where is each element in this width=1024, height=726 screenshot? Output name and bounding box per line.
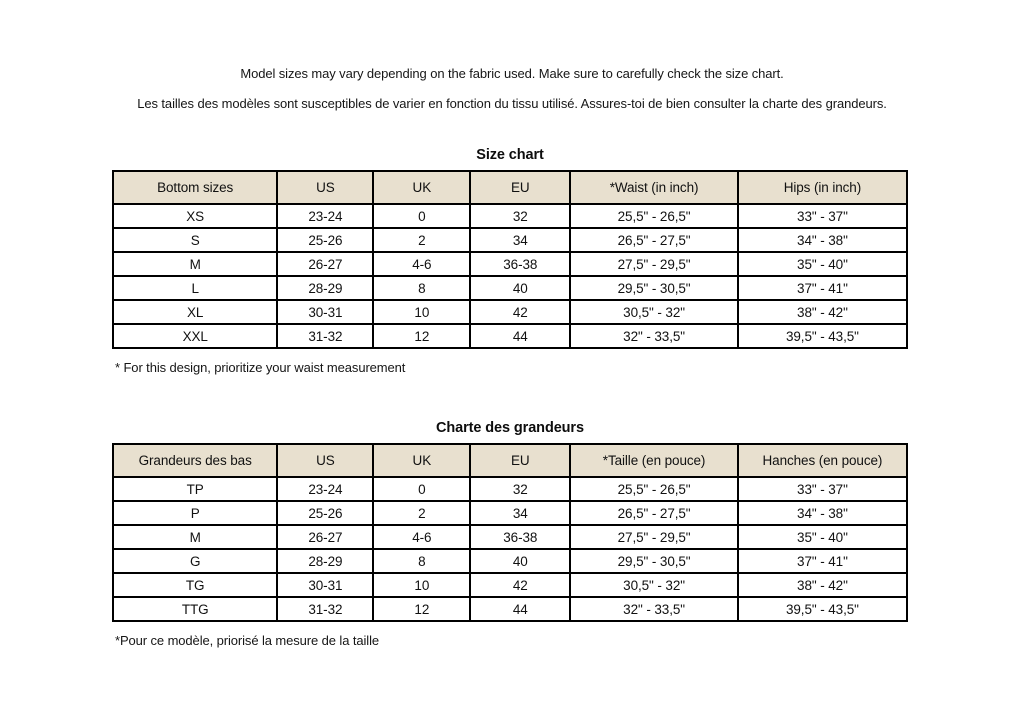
table-row <box>113 228 907 252</box>
table-cell: XL <box>113 300 277 324</box>
table-cell: 2 <box>373 501 470 525</box>
header-cell: Hanches (en pouce) <box>738 444 907 477</box>
table-row <box>113 573 907 597</box>
table-cell: 44 <box>470 597 570 621</box>
header-cell: Grandeurs des bas <box>113 444 277 477</box>
table-row <box>113 597 907 621</box>
table-cell: 2 <box>373 228 470 252</box>
header-cell: Hips (in inch) <box>738 171 907 204</box>
footnote-english: * For this design, prioritize your waist measurement <box>115 360 406 375</box>
table-cell: 25,5" - 26,5" <box>570 477 738 501</box>
table-cell: 36-38 <box>470 252 570 276</box>
size-table-french <box>112 443 908 622</box>
table-cell: 0 <box>373 204 470 228</box>
table-cell: 39,5" - 43,5" <box>738 597 907 621</box>
header-cell: EU <box>470 171 570 204</box>
table-cell: 44 <box>470 324 570 348</box>
table-title-french: Charte des grandeurs <box>436 420 584 436</box>
content-area <box>112 147 908 648</box>
table-cell: 30-31 <box>277 300 373 324</box>
table-cell: 39,5" - 43,5" <box>738 324 907 348</box>
table-cell: 4-6 <box>373 525 470 549</box>
table-cell: 34" - 38" <box>738 228 907 252</box>
table-cell: 28-29 <box>277 549 373 573</box>
table-cell: 37" - 41" <box>738 549 907 573</box>
header-cell: Bottom sizes <box>113 171 277 204</box>
header-row <box>113 171 907 204</box>
table-cell: 26,5" - 27,5" <box>570 228 738 252</box>
table-cell: S <box>113 228 277 252</box>
table-cell: 10 <box>373 573 470 597</box>
header-cell: UK <box>373 171 470 204</box>
table-cell: L <box>113 276 277 300</box>
header-cell: EU <box>470 444 570 477</box>
table-cell: M <box>113 252 277 276</box>
table-cell: 40 <box>470 549 570 573</box>
table-cell: 26-27 <box>277 525 373 549</box>
table-row <box>113 204 907 228</box>
table-row <box>113 276 907 300</box>
header-cell: *Waist (in inch) <box>570 171 738 204</box>
table-cell: 29,5" - 30,5" <box>570 549 738 573</box>
table-cell: 23-24 <box>277 204 373 228</box>
table-cell: 12 <box>373 597 470 621</box>
table-cell: 36-38 <box>470 525 570 549</box>
table-cell: 30-31 <box>277 573 373 597</box>
table-cell: 12 <box>373 324 470 348</box>
size-chart-section-french <box>112 420 908 648</box>
table-cell: 34 <box>470 501 570 525</box>
table-cell: 38" - 42" <box>738 300 907 324</box>
table-cell: 8 <box>373 276 470 300</box>
table-row <box>113 549 907 573</box>
table-cell: 42 <box>470 573 570 597</box>
table-cell: 34 <box>470 228 570 252</box>
size-chart-section-english <box>112 147 908 375</box>
table-cell: TTG <box>113 597 277 621</box>
table-title-english: Size chart <box>476 147 544 163</box>
table-row <box>113 300 907 324</box>
table-cell: XXL <box>113 324 277 348</box>
table-cell: TG <box>113 573 277 597</box>
footnote-french: *Pour ce modèle, priorisé la mesure de la taille <box>115 633 379 648</box>
header-cell: UK <box>373 444 470 477</box>
table-row <box>113 324 907 348</box>
table-cell: 29,5" - 30,5" <box>570 276 738 300</box>
header-cell: US <box>277 444 373 477</box>
table-cell: 40 <box>470 276 570 300</box>
table-cell: 8 <box>373 549 470 573</box>
header-row <box>113 444 907 477</box>
table-cell: 31-32 <box>277 597 373 621</box>
table-cell: 26-27 <box>277 252 373 276</box>
table-cell: 28-29 <box>277 276 373 300</box>
table-cell: XS <box>113 204 277 228</box>
table-cell: M <box>113 525 277 549</box>
table-cell: 42 <box>470 300 570 324</box>
table-cell: 34" - 38" <box>738 501 907 525</box>
table-cell: 35" - 40" <box>738 252 907 276</box>
table-cell: 25-26 <box>277 501 373 525</box>
table-cell: 25,5" - 26,5" <box>570 204 738 228</box>
table-cell: 38" - 42" <box>738 573 907 597</box>
table-row <box>113 525 907 549</box>
table-row <box>113 252 907 276</box>
intro-text-english: Model sizes may vary depending on the fabric used. Make sure to carefully check the size chart. <box>240 66 784 81</box>
header-cell: *Taille (en pouce) <box>570 444 738 477</box>
table-cell: 32 <box>470 477 570 501</box>
table-cell: 0 <box>373 477 470 501</box>
table-cell: TP <box>113 477 277 501</box>
table-cell: P <box>113 501 277 525</box>
header-cell: US <box>277 171 373 204</box>
table-cell: 32" - 33,5" <box>570 597 738 621</box>
table-cell: 4-6 <box>373 252 470 276</box>
table-cell: 31-32 <box>277 324 373 348</box>
table-cell: 37" - 41" <box>738 276 907 300</box>
table-cell: 30,5" - 32" <box>570 300 738 324</box>
table-cell: 27,5" - 29,5" <box>570 252 738 276</box>
table-cell: 32" - 33,5" <box>570 324 738 348</box>
table-cell: 32 <box>470 204 570 228</box>
table-row <box>113 477 907 501</box>
table-cell: G <box>113 549 277 573</box>
table-cell: 10 <box>373 300 470 324</box>
intro-text-french: Les tailles des modèles sont susceptibles de varier en fonction du tissu utilisé. Assures-toi de bien consulter la charte des grandeurs. <box>137 96 887 111</box>
table-cell: 33" - 37" <box>738 477 907 501</box>
table-cell: 25-26 <box>277 228 373 252</box>
table-row <box>113 501 907 525</box>
table-cell: 30,5" - 32" <box>570 573 738 597</box>
size-table-english <box>112 170 908 349</box>
table-cell: 26,5" - 27,5" <box>570 501 738 525</box>
table-cell: 33" - 37" <box>738 204 907 228</box>
table-cell: 35" - 40" <box>738 525 907 549</box>
table-cell: 27,5" - 29,5" <box>570 525 738 549</box>
table-cell: 23-24 <box>277 477 373 501</box>
